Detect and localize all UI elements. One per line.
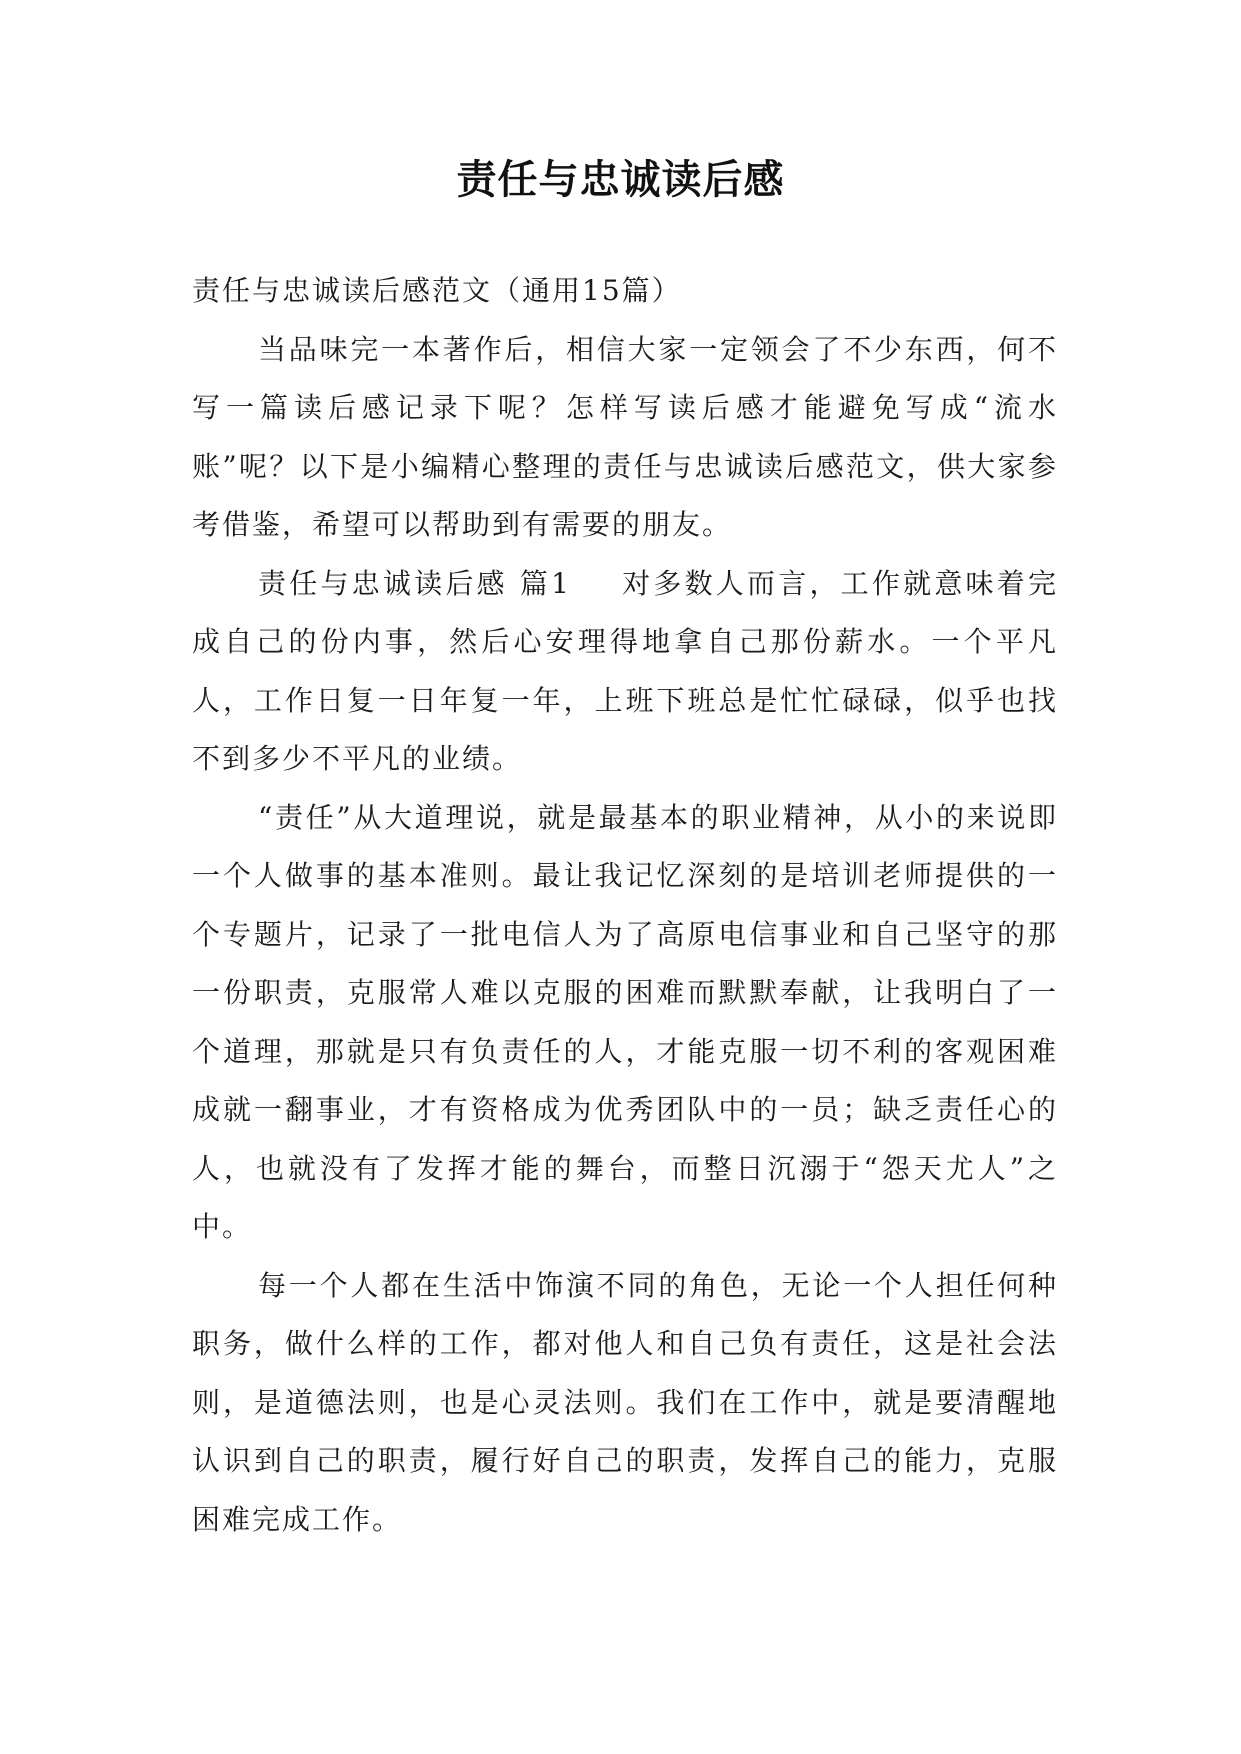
document-body xyxy=(192,262,1058,1549)
document-subtitle: 责任与忠诚读后感范文（通用15篇） xyxy=(192,274,682,307)
section-1-paragraph-3: 每一个人都在生活中饰演不同的角色，无论一个人担任何种职务，做什么样的工作，都对他人和自己负有责任，这是社会法则，是道德法则，也是心灵法则。我们在工作中，就是要清醒地认识到自己的职责，履行好自己的职责，发挥自己的能力，克服困难完成工作。 xyxy=(192,1268,1058,1536)
section-1-first-paragraph xyxy=(192,555,1058,789)
section-1-paragraph-2: “责任”从大道理说，就是最基本的职业精神，从小的来说即一个人做事的基本准则。最让我记忆深刻的是培训老师提供的一个专题片，记录了一批电信人为了高原电信事业和自己坚守的那一份职责，克服常人难以克服的困难而默默奉献，让我明白了一个道理，那就是只有负责任的人，才能克服一切不利的客观困难成就一翻事业，才有资格成为优秀团队中的一员；缺乏责任心的人，也就没有了发挥才能的舞台，而整日沉溺于“怨天尤人”之中。 xyxy=(192,800,1058,1243)
intro-paragraph: 当品味完一本著作后，相信大家一定领会了不少东西，何不写一篇读后感记录下呢？怎样写读后感才能避免写成“流水账”呢？以下是小编精心整理的责任与忠诚读后感范文，供大家参考借鉴，希望可以帮助到有需要的朋友。 xyxy=(192,332,1058,541)
section-1-heading: 责任与忠诚读后感 篇1 xyxy=(258,566,571,600)
section-1-paragraph-1: 对多数人而言，工作就意味着完成自己的份内事，然后心安理得地拿自己那份薪水。一个平凡人，工作日复一日年复一年，上班下班总是忙忙碌碌，似乎也找不到多少不平凡的业绩。 xyxy=(192,566,1058,775)
document-title: 责任与忠诚读后感 xyxy=(456,157,785,203)
